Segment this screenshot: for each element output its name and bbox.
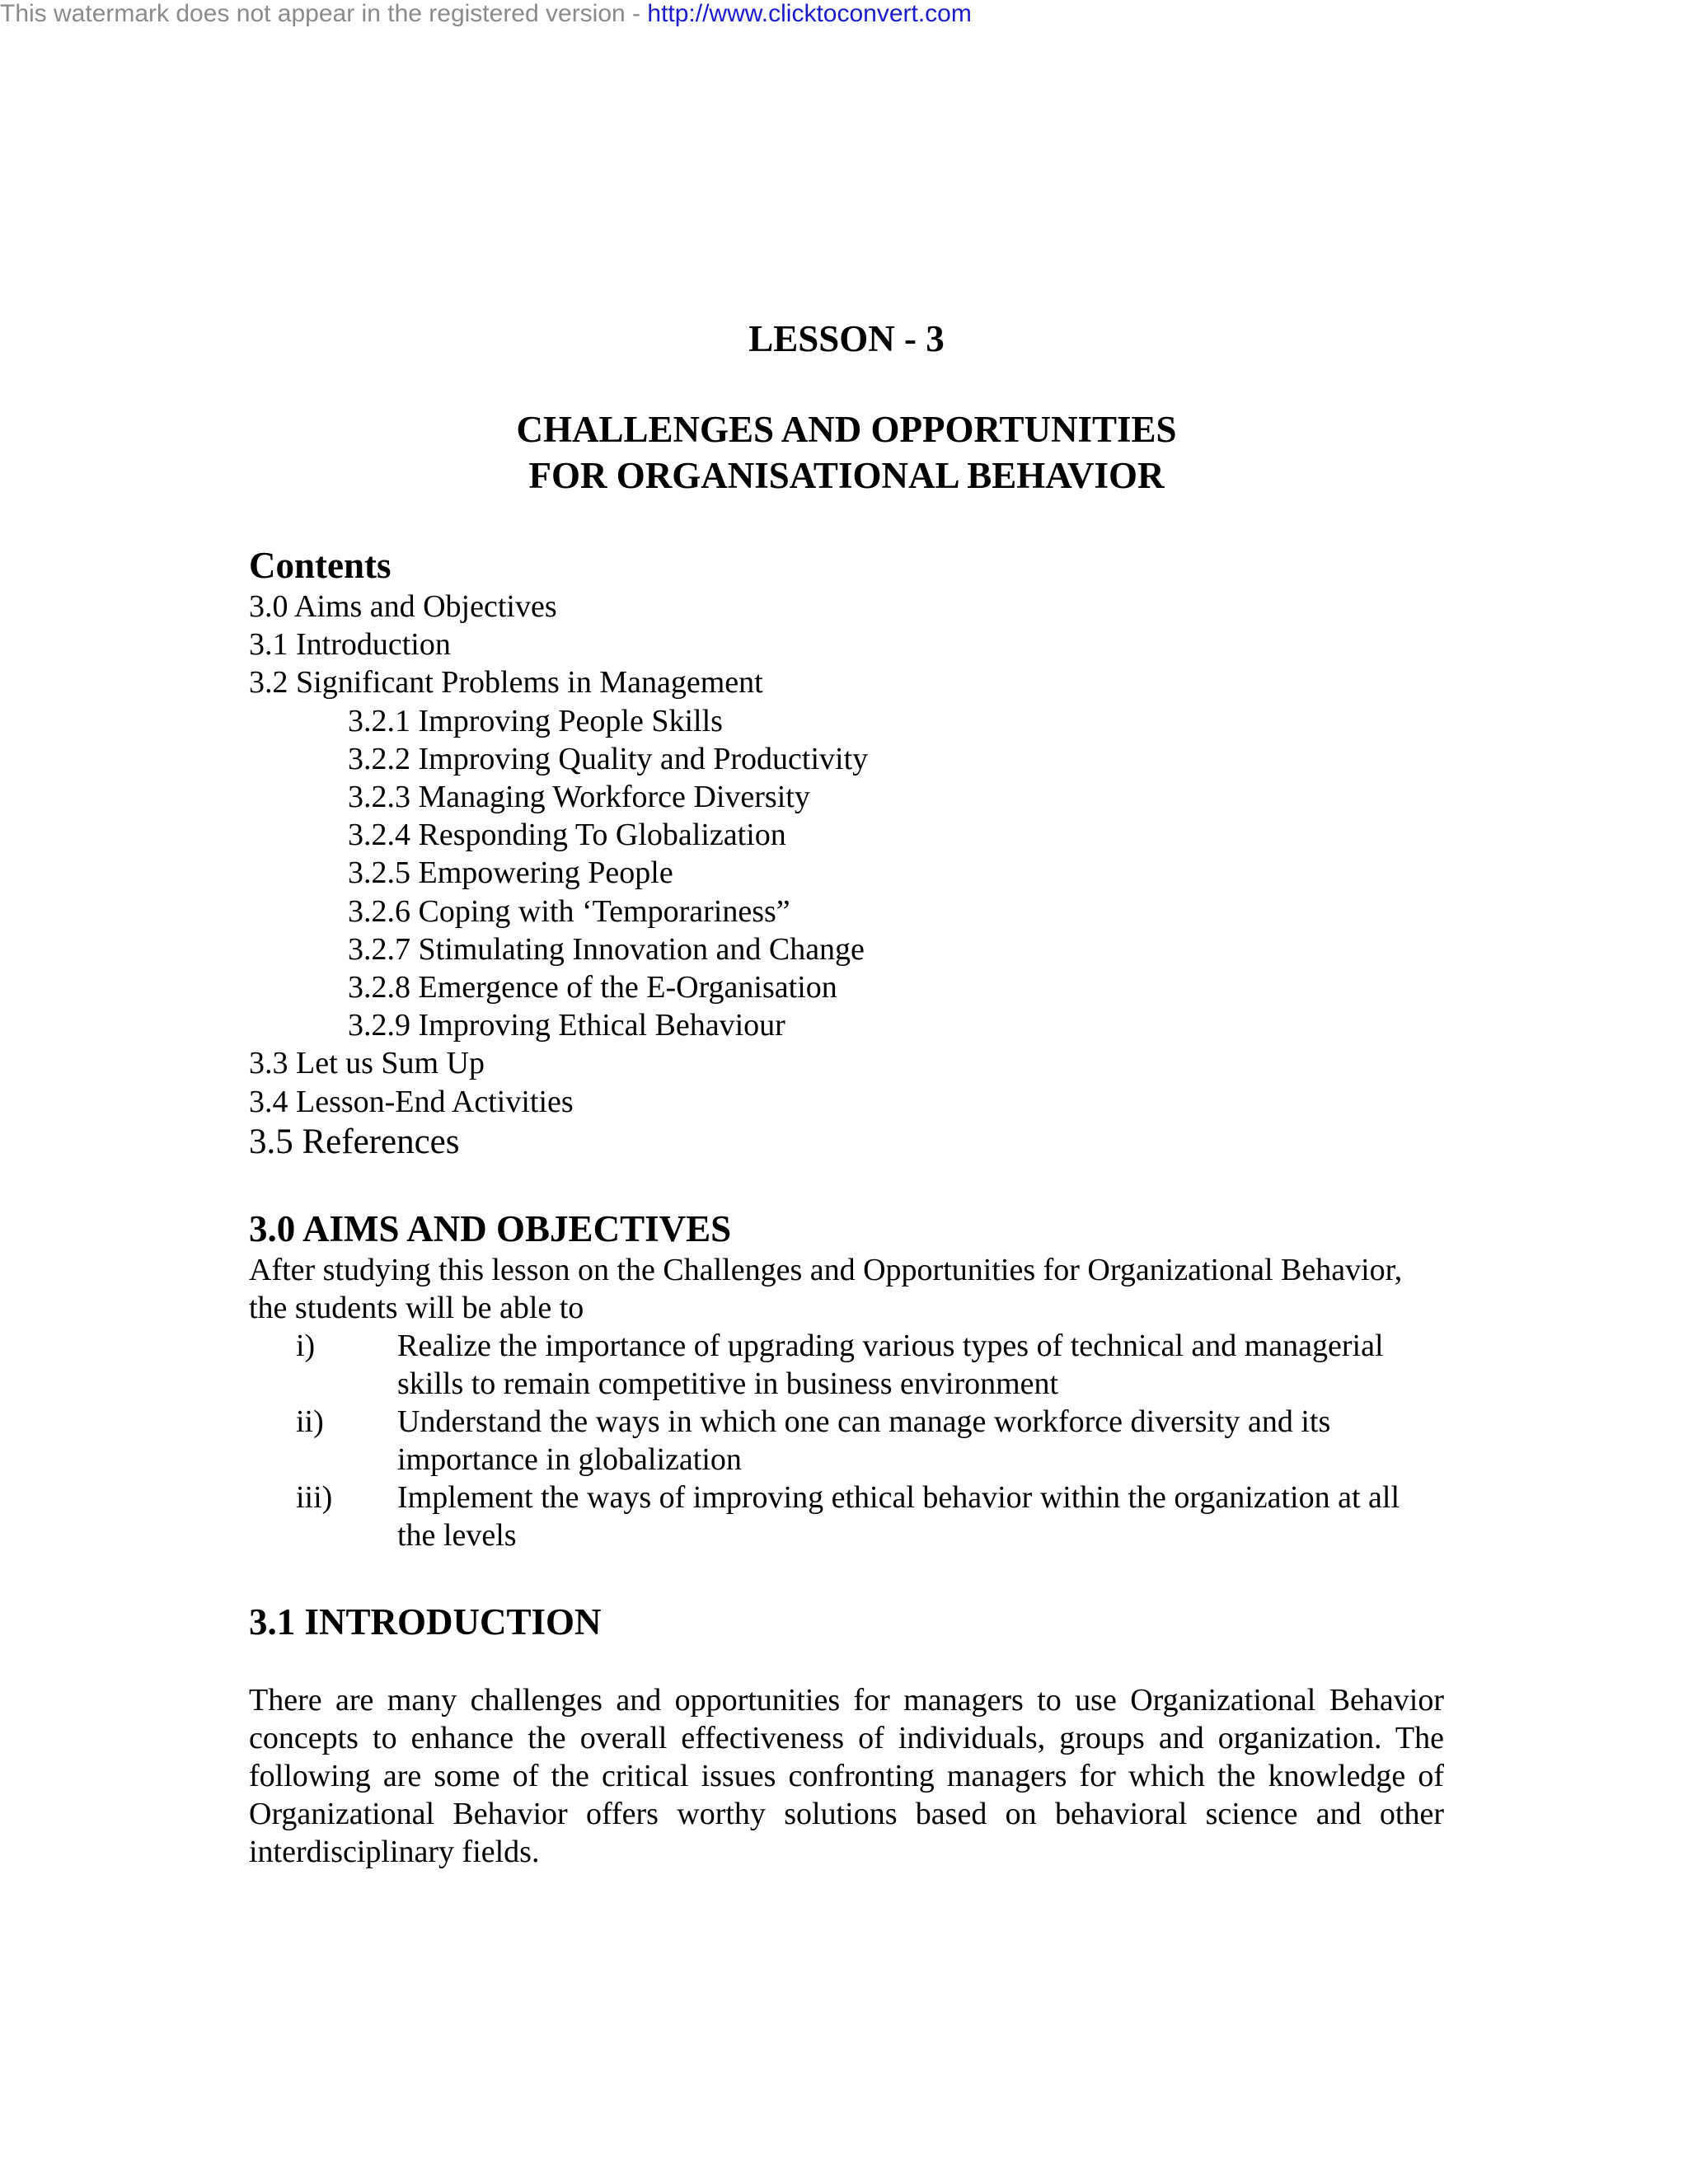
aims-item-marker: ii): [296, 1404, 324, 1439]
toc-entry-3-2-1: 3.2.1 Improving People Skills: [348, 703, 723, 738]
toc-entry-3-2: 3.2 Significant Problems in Management: [249, 665, 763, 701]
toc-entry-3-3: 3.3 Let us Sum Up: [249, 1046, 485, 1081]
aims-list-item: [249, 1403, 1444, 1479]
aims-list-item: [249, 1327, 1444, 1403]
watermark: [0, 0, 972, 28]
lesson-title: LESSON - 3: [748, 318, 945, 359]
watermark-link[interactable]: http://www.clicktoconvert.com: [647, 0, 972, 27]
main-title-line-2: FOR ORGANISATIONAL BEHAVIOR: [528, 455, 1165, 496]
toc-entry-3-2-2: 3.2.2 Improving Quality and Productivity: [348, 741, 869, 776]
toc-entry-3-2-5: 3.2.5 Empowering People: [348, 855, 673, 891]
aims-item-text: Implement the ways of improving ethical behavior within the organization at all the levels: [397, 1480, 1400, 1553]
toc-entry-3-2-7: 3.2.7 Stimulating Innovation and Change: [348, 931, 865, 967]
aims-item-marker: iii): [296, 1480, 333, 1515]
introduction-heading: 3.1 INTRODUCTION: [249, 1601, 602, 1643]
main-title-line-1: CHALLENGES AND OPPORTUNITIES: [516, 409, 1177, 450]
aims-item-text: Understand the ways in which one can manage workforce diversity and its importance in globalization: [397, 1404, 1331, 1477]
toc-entry-3-4: 3.4 Lesson-End Activities: [249, 1084, 574, 1119]
toc-entry-3-0: 3.0 Aims and Objectives: [249, 589, 557, 624]
aims-list: [249, 1327, 1444, 1554]
aims-item-marker: i): [296, 1329, 316, 1363]
watermark-text: This watermark does not appear in the registered version -: [0, 0, 648, 27]
toc-entry-3-1: 3.1 Introduction: [249, 627, 451, 663]
toc-entry-3-5: 3.5 References: [249, 1122, 460, 1161]
aims-heading: 3.0 AIMS AND OBJECTIVES: [249, 1208, 732, 1249]
toc-entry-3-2-4: 3.2.4 Responding To Globalization: [348, 818, 786, 853]
toc-entry-3-2-3: 3.2.3 Managing Workforce Diversity: [348, 780, 810, 815]
toc-entry-3-2-6: 3.2.6 Coping with ‘Temporariness”: [348, 893, 790, 929]
contents-heading: Contents: [249, 545, 392, 586]
table-of-contents: [249, 588, 868, 1164]
toc-entry-3-2-9: 3.2.9 Improving Ethical Behaviour: [348, 1008, 785, 1043]
aims-list-item: [249, 1479, 1444, 1554]
toc-entry-3-2-8: 3.2.8 Emergence of the E-Organisation: [348, 970, 837, 1005]
main-title: [249, 406, 1444, 499]
aims-intro: After studying this lesson on the Challenges and Opportunities for Organizational Behavior, the students will be able to: [249, 1253, 1403, 1325]
introduction-paragraph: There are many challenges and opportunities for managers to use Organizational Behavior concepts to enhance the overall effectiveness of individuals, groups and organization. The following are some of the critical issues confronting managers for which the knowledge of Organizational Behavior offers worthy solutions based on behavioral science and other interdisciplinary fields.: [249, 1683, 1444, 1869]
aims-item-text: Realize the importance of upgrading various types of technical and managerial skills to remain competitive in business environment: [397, 1329, 1384, 1401]
